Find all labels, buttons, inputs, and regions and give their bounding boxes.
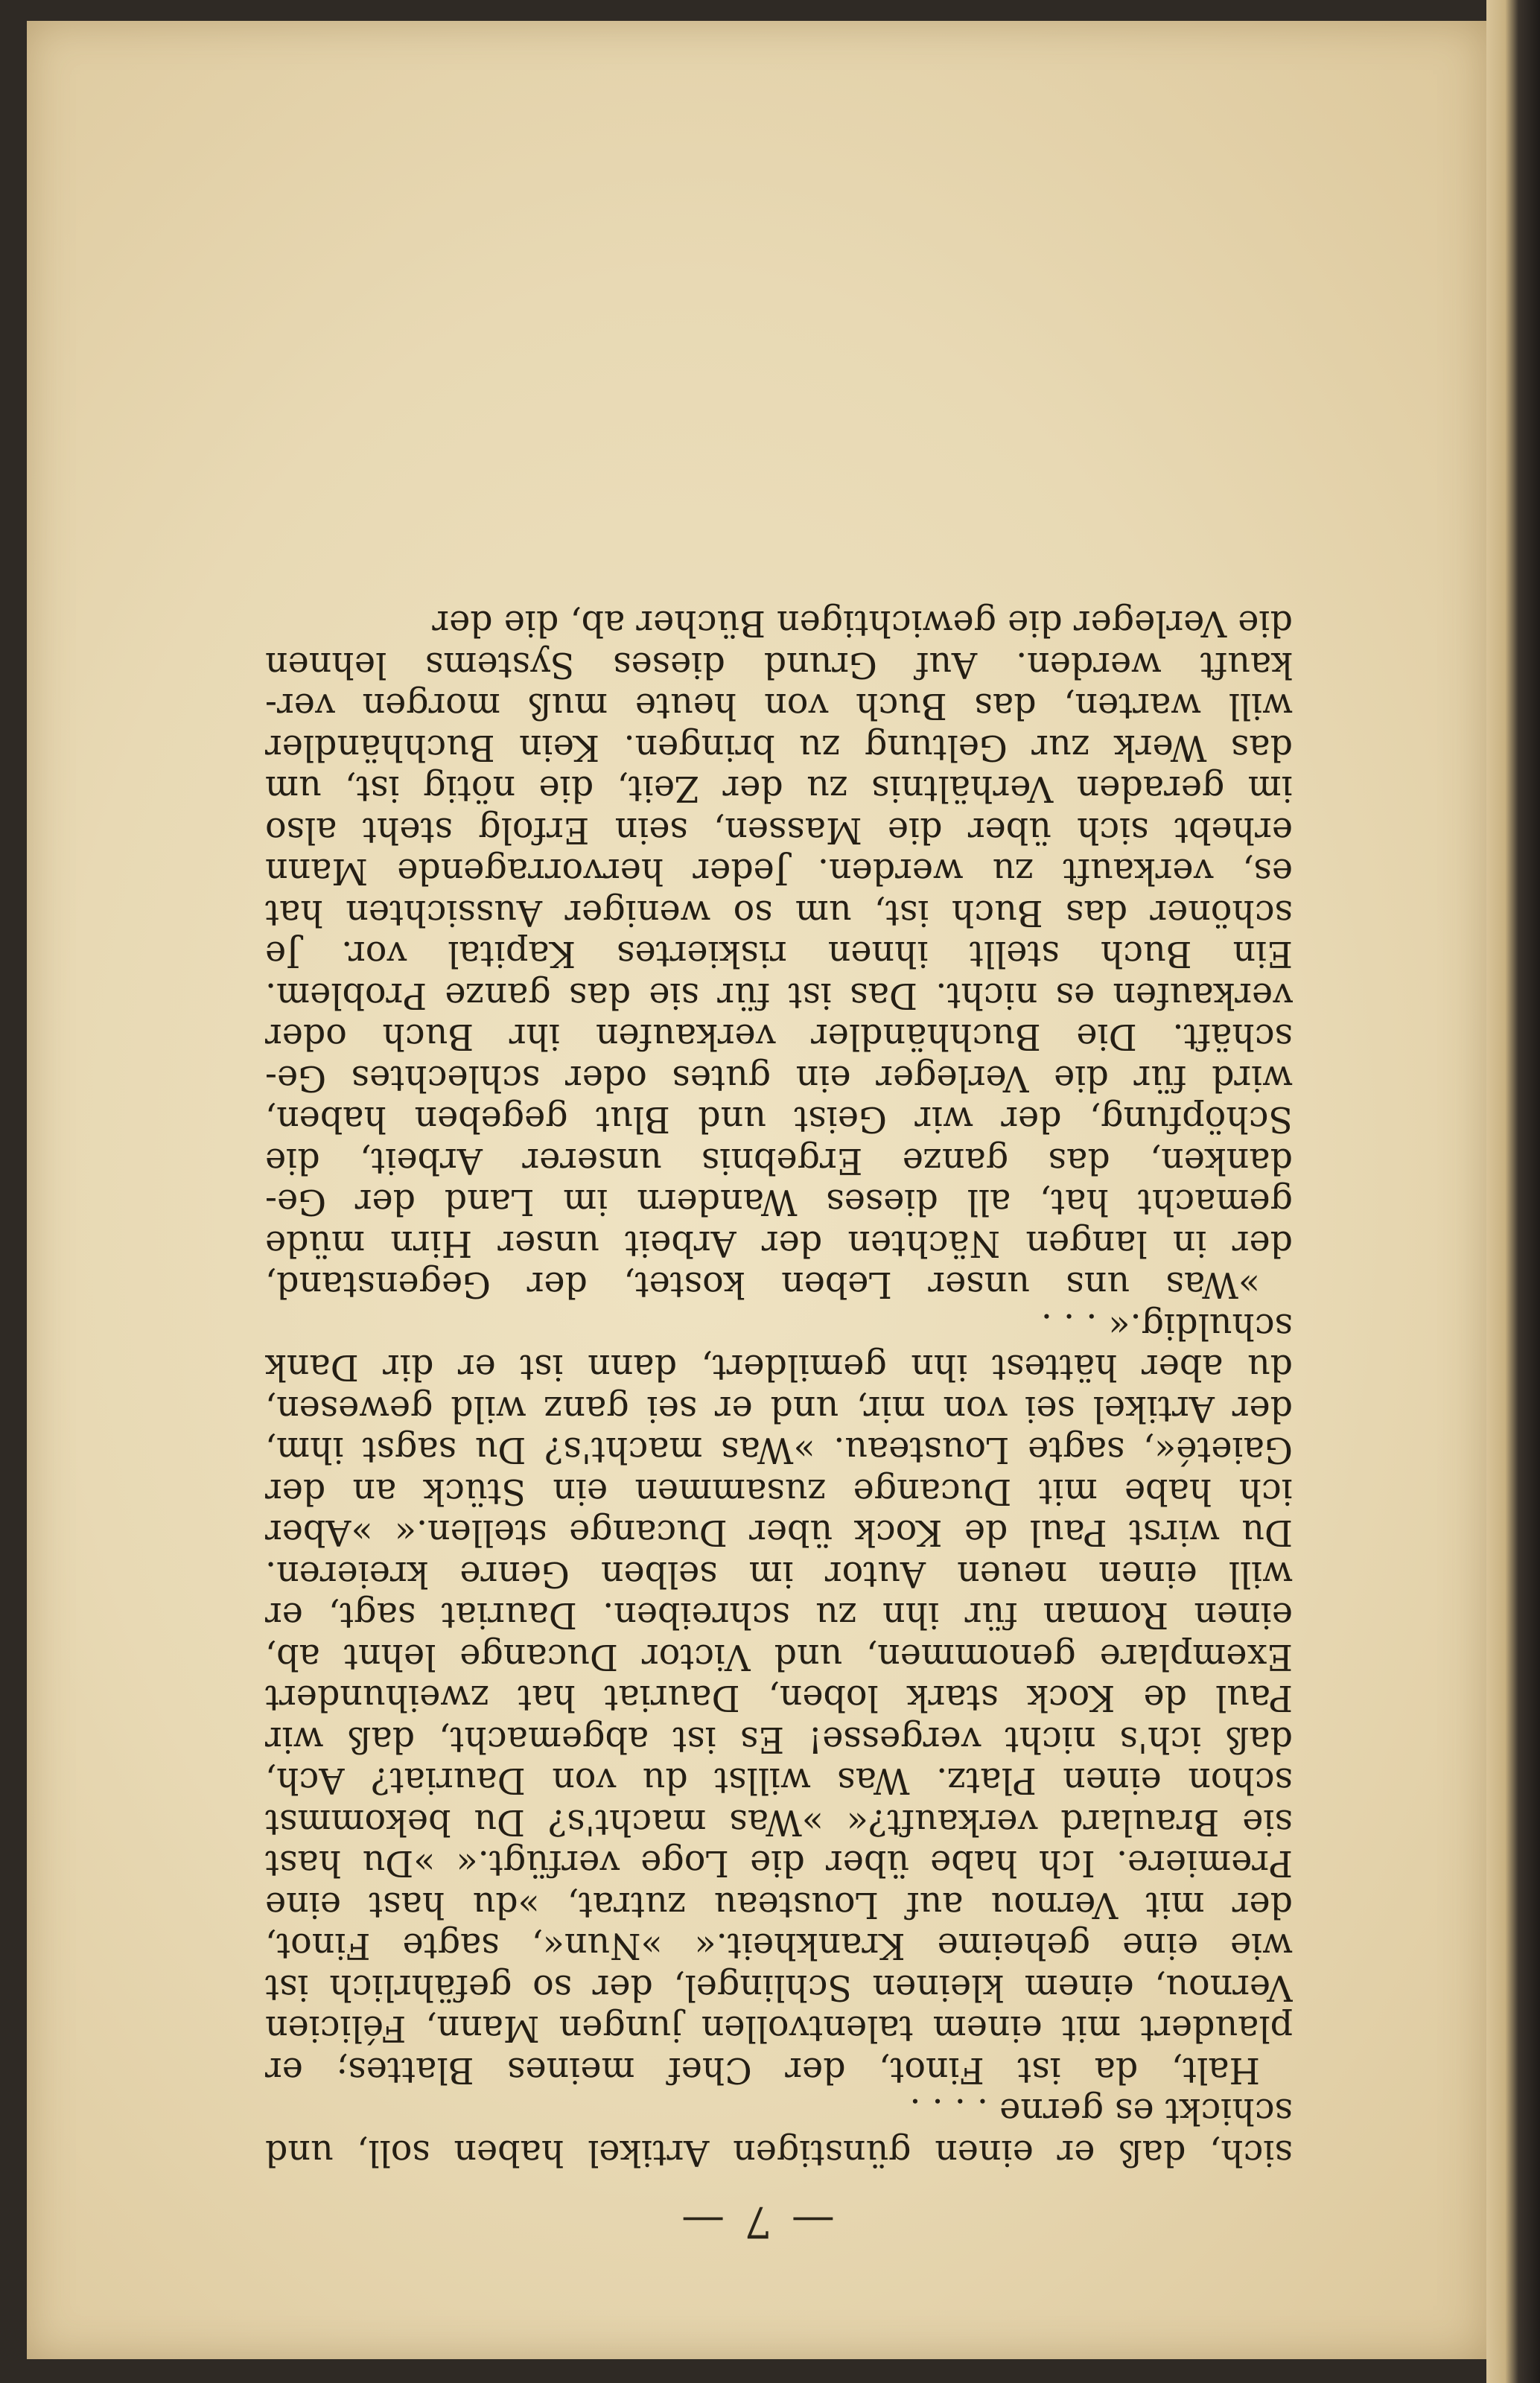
text-line: Gaieté«, sagte Lousteau. »Was macht's? Du sagst ihm, xyxy=(265,1429,1293,1471)
text-line: Premiere. Ich habe über die Loge verfügt.« »Du hast xyxy=(265,1842,1293,1884)
text-line: schon einen Platz. Was willst du von Dauriat? Ach, xyxy=(265,1760,1293,1801)
text-line: will warten, das Buch von heute muß morgen ver- xyxy=(265,685,1293,727)
text-line: es, verkauft zu werden. Jeder hervorragende Mann xyxy=(265,850,1293,892)
text-line: Du wirst Paul de Kock über Ducange stellen.« »Aber xyxy=(265,1512,1293,1553)
upside-down-page-content xyxy=(27,21,1486,2359)
text-line: schäft. Die Buchhändler verkaufen ihr Buch oder xyxy=(265,1016,1293,1057)
text-line: sie Braulard verkauft?« »Was macht's? Du bekommst xyxy=(265,1801,1293,1842)
text-line: der mit Vernou auf Lousteau zutrat, »du hast eine xyxy=(265,1884,1293,1925)
text-line: der Artikel sei von mir, und er sei ganz wild gewesen, xyxy=(265,1388,1293,1429)
text-line: der in langen Nächten der Arbeit unser Hirn müde xyxy=(265,1223,1293,1264)
text-line: schuldig.« . . . xyxy=(1040,1305,1293,1346)
text-line: du aber hättest ihn gemildert, dann ist er dir Dank xyxy=(265,1346,1293,1388)
page-number: — 7 — xyxy=(678,2197,835,2247)
text-line: gemacht hat, all dieses Wandern im Land der Ge- xyxy=(265,1181,1293,1223)
text-line: erhebt sich über die Massen, sein Erfolg steht also xyxy=(265,809,1293,850)
text-line: Ein Buch stellt ihnen riskiertes Kapital vor. Je xyxy=(265,933,1293,975)
text-line: wie eine geheime Krankheit.« »Nun«, sagte Finot, xyxy=(265,1925,1293,1967)
text-line: »Was uns unser Leben kostet, der Gegenstand, xyxy=(265,1264,1260,1305)
text-line: ich habe mit Ducange zusammen ein Stück an der xyxy=(265,1471,1293,1512)
text-line: wird für die Verleger ein gutes oder schlechtes Ge- xyxy=(265,1057,1293,1098)
text-line: plaudert mit einem talentvollen jungen Mann, Félicien xyxy=(265,2008,1293,2049)
text-line: im geraden Verhältnis zu der Zeit, die nötig ist, um xyxy=(265,768,1293,809)
text-line: Vernou, einem kleinen Schlingel, der so gefährlich ist xyxy=(265,1967,1293,2008)
book-gutter xyxy=(1486,0,1540,2383)
text-line: danken, das ganze Ergebnis unserer Arbeit, die xyxy=(265,1140,1293,1181)
text-line: schickt es gerne . . . . xyxy=(909,2090,1293,2132)
text-line: kauft werden. Auf Grund dieses Systems lehnen xyxy=(265,644,1293,685)
body-text xyxy=(265,602,1293,2173)
text-line: Paul de Kock stark loben, Dauriat hat zweihundert xyxy=(265,1677,1293,1719)
text-line: einen Roman für ihn zu schreiben. Dauriat sagt, er xyxy=(265,1594,1293,1636)
text-line: Exemplare genommen, und Victor Ducange lehnt ab, xyxy=(265,1636,1293,1677)
text-line: Halt, da ist Finot, der Chef meines Blattes; er xyxy=(265,2049,1260,2090)
text-line: schöner das Buch ist, um so weniger Aussichten hat xyxy=(265,892,1293,933)
text-line: daß ich's nicht vergesse! Es ist abgemacht, daß wir xyxy=(265,1719,1293,1760)
text-line: die Verleger die gewichtigen Bücher ab, die der xyxy=(432,602,1293,644)
text-line: verkaufen es nicht. Das ist für sie das ganze Problem. xyxy=(265,975,1293,1016)
text-line: sich, daß er einen günstigen Artikel haben soll, und xyxy=(265,2132,1293,2173)
text-line: will einen neuen Autor im selben Genre kreieren. xyxy=(265,1553,1293,1594)
text-line: Schöpfung, der wir Geist und Blut gegeben haben, xyxy=(265,1098,1293,1140)
text-line: das Werk zur Geltung zu bringen. Kein Buchhändler xyxy=(265,727,1293,768)
